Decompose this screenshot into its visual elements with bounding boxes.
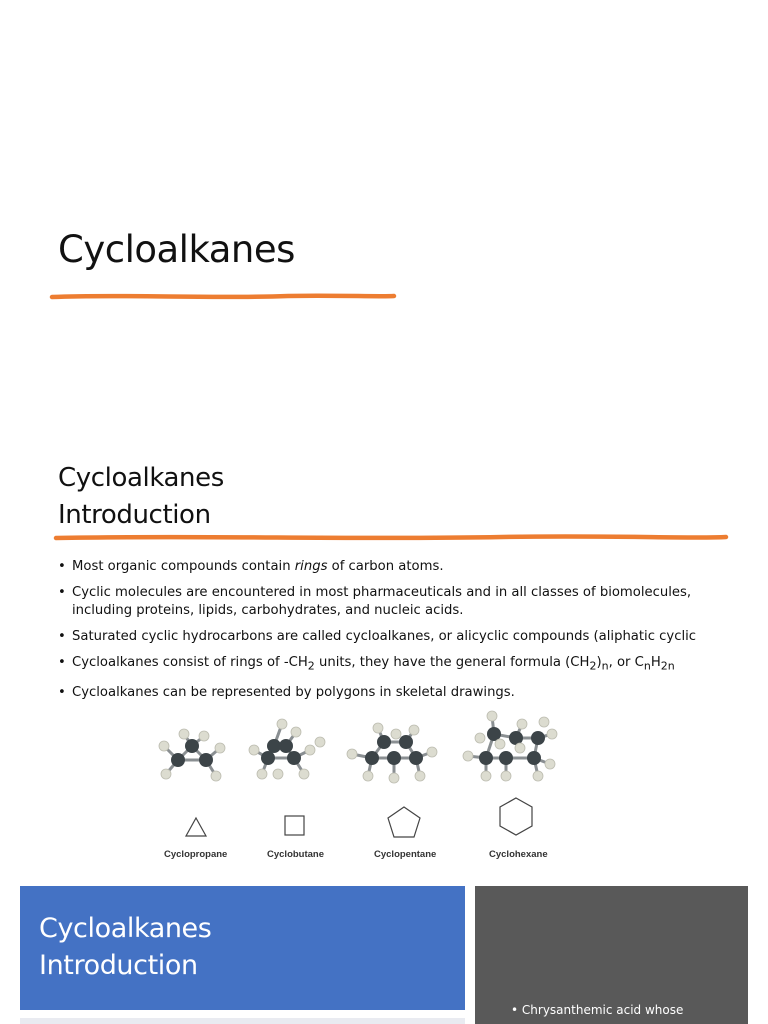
cyclohexane-model <box>463 711 557 781</box>
label-cyclohexane: Cyclohexane <box>489 849 548 860</box>
bullet3-text: Saturated cyclic hydrocarbons are called cycloalkanes, or alicyclic compounds (aliphatic cyclic <box>72 629 697 644</box>
cyclopentane-model <box>347 723 437 783</box>
slide1-title: Cycloalkanes <box>58 228 295 271</box>
bullet2-line1: Cyclic molecules are encountered in most pharmaceuticals and in all classes of biomolecules, <box>72 585 692 600</box>
cyclobutane-model <box>249 719 325 779</box>
bullet1-text-b: of carbon atoms. <box>327 559 444 574</box>
slide3-bullet-text: Chrysanthemic acid whose <box>521 1003 684 1017</box>
bullet4-sub: n <box>643 659 651 673</box>
bullet4-sub: n <box>601 659 609 673</box>
hexagon-icon <box>497 796 535 838</box>
bullet1-text-a: Most organic compounds contain <box>72 559 295 574</box>
label-cyclopentane: Cyclopentane <box>374 849 437 860</box>
bullet-dot: • <box>511 1003 519 1017</box>
slide2-title-line1: Cycloalkanes <box>58 463 224 493</box>
slide2-title-underline <box>52 532 752 544</box>
bullet-dot: • <box>58 655 66 670</box>
bullet4-sub: 2n <box>660 659 675 673</box>
ball-and-stick-models <box>150 706 570 806</box>
slide3-title <box>39 910 211 984</box>
bullet-item <box>58 684 758 702</box>
bullet-dot: • <box>58 559 66 574</box>
bullet-dot: • <box>58 585 66 600</box>
bullet-item <box>58 628 758 646</box>
slide3-bullet <box>511 1003 683 1017</box>
slide1-title-underline <box>48 291 408 303</box>
slide3-side-panel <box>475 886 748 1024</box>
bullet5-text: Cycloalkanes can be represented by polygons in skeletal drawings. <box>72 684 515 700</box>
pentagon-icon <box>386 805 422 839</box>
bullet2-line2: including proteins, lipids, carbohydrates, and nucleic acids. <box>72 603 464 618</box>
triangle-icon <box>184 816 208 838</box>
label-cyclobutane: Cyclobutane <box>267 849 325 860</box>
label-cyclopropane: Cyclopropane <box>164 849 228 860</box>
cyclopropane-model <box>159 729 225 781</box>
bullet4-sub: 2 <box>589 659 597 673</box>
slide2-title <box>58 460 224 534</box>
slide3-title-panel <box>20 886 465 1010</box>
bullet4-text-d: , or C <box>608 655 644 670</box>
bullet-item <box>58 584 758 620</box>
slide2-title-line2: Introduction <box>58 500 211 530</box>
bullet-item <box>58 654 758 676</box>
bullet1-text-em: rings <box>294 559 328 574</box>
bullet-dot: • <box>58 629 66 644</box>
slide3-content-strip <box>20 1018 465 1024</box>
slide3-title-line2: Introduction <box>39 950 198 981</box>
bullet4-text-e: H <box>650 655 661 670</box>
cycloalkane-figure <box>150 706 570 866</box>
bullet4-text-a: Cycloalkanes consist of rings of -CH <box>72 655 308 670</box>
bullet-item <box>58 558 758 576</box>
slide2-bullet-list <box>58 558 758 710</box>
bullet4-text-c: ) <box>596 655 602 670</box>
bullet4-text-b: units, they have the general formula (CH <box>314 655 590 670</box>
square-icon <box>283 814 307 838</box>
bullet-dot: • <box>58 684 66 700</box>
bullet4-sub: 2 <box>307 659 315 673</box>
slide3-title-line1: Cycloalkanes <box>39 913 212 944</box>
